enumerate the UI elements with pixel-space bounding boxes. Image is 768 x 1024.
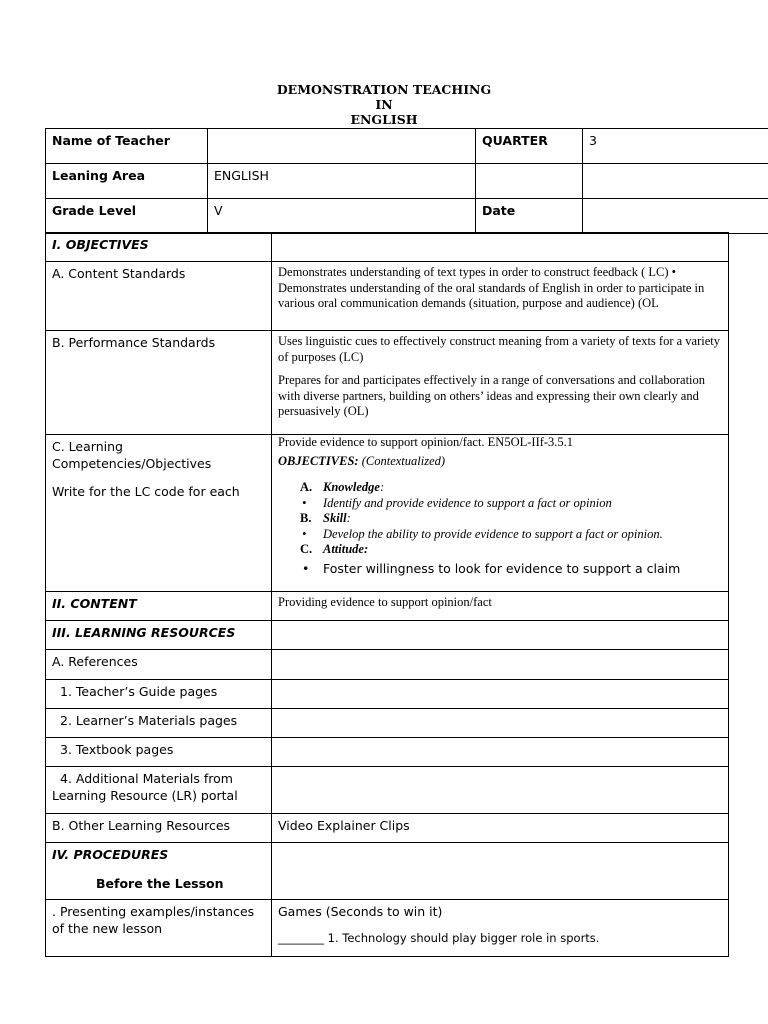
presenting-line-1: . Presenting examples/instances [52, 904, 255, 919]
list-marker: A. [300, 480, 313, 494]
empty-cell [272, 738, 729, 767]
other-resources-value: Video Explainer Clips [272, 814, 729, 843]
list-item [278, 542, 722, 558]
knowledge-label: Knowledge [323, 480, 380, 494]
table-row [46, 233, 729, 262]
other-resources-label: B. Other Learning Resources [46, 814, 272, 843]
objectives-list [278, 480, 722, 577]
table-row [46, 900, 729, 957]
table-row [46, 814, 729, 843]
bullet-icon: • [302, 560, 310, 576]
textbook-label: 3. Textbook pages [46, 738, 272, 767]
content-standards-text: Demonstrates understanding of text types in order to construct feedback ( LC) • Demonstrates understanding of the oral standards of English in order to participate in various oral communication demands (situation, purpose and audience) (OL [272, 262, 729, 331]
date-value [583, 199, 768, 234]
learning-competencies-label [46, 435, 272, 592]
table-row [46, 331, 729, 435]
colon: : [346, 511, 351, 525]
games-cell [272, 900, 729, 957]
table-row [46, 767, 729, 814]
learning-competencies-cell [272, 435, 729, 592]
performance-standards-label: B. Performance Standards [46, 331, 272, 435]
quarter-value: 3 [583, 129, 768, 164]
empty-cell [272, 709, 729, 738]
before-lesson-label: Before the Lesson [96, 876, 224, 891]
quarter-label: QUARTER [476, 129, 583, 164]
table-row [46, 843, 729, 900]
empty-cell [272, 767, 729, 814]
empty-cell [272, 650, 729, 680]
teacher-value [208, 129, 476, 164]
objectives-subheading-label: OBJECTIVES: [278, 453, 359, 468]
list-marker: C. [300, 542, 313, 556]
lc-label-line-1: C. Learning [52, 439, 123, 454]
lesson-plan-table [45, 232, 729, 957]
game-item-text: 1. Technology should play bigger role in sports. [327, 931, 600, 945]
objectives-subheading [278, 454, 722, 470]
content-heading: II. CONTENT [46, 592, 272, 621]
game-item-1 [278, 930, 722, 947]
procedures-cell [46, 843, 272, 900]
table-row [46, 650, 729, 680]
presenting-examples-label [46, 900, 272, 957]
list-item [278, 560, 722, 577]
title-line-2: IN [375, 97, 393, 112]
header-table [45, 128, 768, 234]
attitude-item: Foster willingness to look for evidence to support a claim [323, 560, 681, 576]
grade-label: Grade Level [46, 199, 208, 234]
table-row [46, 262, 729, 331]
empty-cell [272, 680, 729, 709]
document-title [0, 82, 768, 127]
resources-heading: III. LEARNING RESOURCES [46, 621, 272, 650]
empty-cell [583, 164, 768, 199]
objectives-heading: I. OBJECTIVES [46, 233, 272, 262]
table-row [46, 680, 729, 709]
skill-label: Skill [323, 511, 347, 525]
teacher-label: Name of Teacher [46, 129, 208, 164]
teachers-guide-label: 1. Teacher’s Guide pages [46, 680, 272, 709]
additional-line-2: Learning Resource (LR) portal [52, 788, 238, 803]
performance-standard-2: Prepares for and participates effectively in a range of conversations and collaboration with diverse partners, building on others’ ideas and expressing their own clearly and persuasively (OL) [278, 373, 706, 418]
procedures-heading: IV. PROCEDURES [52, 847, 169, 862]
answer-blank: ________ [278, 931, 324, 945]
list-marker: B. [300, 511, 312, 525]
area-value: ENGLISH [208, 164, 476, 199]
games-title: Games (Seconds to win it) [278, 904, 443, 919]
bullet-icon: • [302, 495, 307, 510]
bullet-icon: • [302, 526, 307, 541]
lc-label-line-3: Write for the LC code for each [52, 484, 240, 499]
lc-code-text: Provide evidence to support opinion/fact. EN5OL-IIf-3.5.1 [278, 435, 574, 449]
list-item [278, 480, 722, 496]
title-line-3: ENGLISH [350, 112, 418, 127]
additional-materials-label [46, 767, 272, 814]
list-item [278, 511, 722, 527]
objectives-contextualized: (Contextualized) [361, 453, 446, 468]
area-label: Leaning Area [46, 164, 208, 199]
lc-label-line-2: Competencies/Objectives [52, 456, 212, 471]
empty-cell [272, 843, 729, 900]
presenting-line-2: of the new lesson [52, 921, 163, 936]
grade-value: V [208, 199, 476, 234]
list-item [278, 527, 722, 543]
skill-item: Develop the ability to provide evidence to support a fact or opinion. [323, 526, 663, 541]
content-standards-label: A. Content Standards [46, 262, 272, 331]
colon: : [379, 480, 385, 494]
table-row [46, 592, 729, 621]
title-line-1: DEMONSTRATION TEACHING [276, 82, 492, 97]
date-label: Date [476, 199, 583, 234]
learners-materials-label: 2. Learner’s Materials pages [46, 709, 272, 738]
additional-line-1: 4. Additional Materials from [60, 771, 233, 786]
empty-cell [476, 164, 583, 199]
table-row [46, 435, 729, 592]
table-row [46, 709, 729, 738]
list-item [278, 496, 722, 512]
performance-standard-1: Uses linguistic cues to effectively construct meaning from a variety of texts for a variety of purposes (LC) [278, 334, 720, 364]
table-row [46, 738, 729, 767]
empty-cell [272, 621, 729, 650]
knowledge-item: Identify and provide evidence to support a fact or opinion [323, 495, 612, 510]
references-label: A. References [46, 650, 272, 680]
attitude-label: Attitude: [323, 542, 369, 556]
empty-cell [272, 233, 729, 262]
content-text: Providing evidence to support opinion/fact [272, 592, 729, 621]
performance-standards-cell [272, 331, 729, 435]
table-row [46, 621, 729, 650]
